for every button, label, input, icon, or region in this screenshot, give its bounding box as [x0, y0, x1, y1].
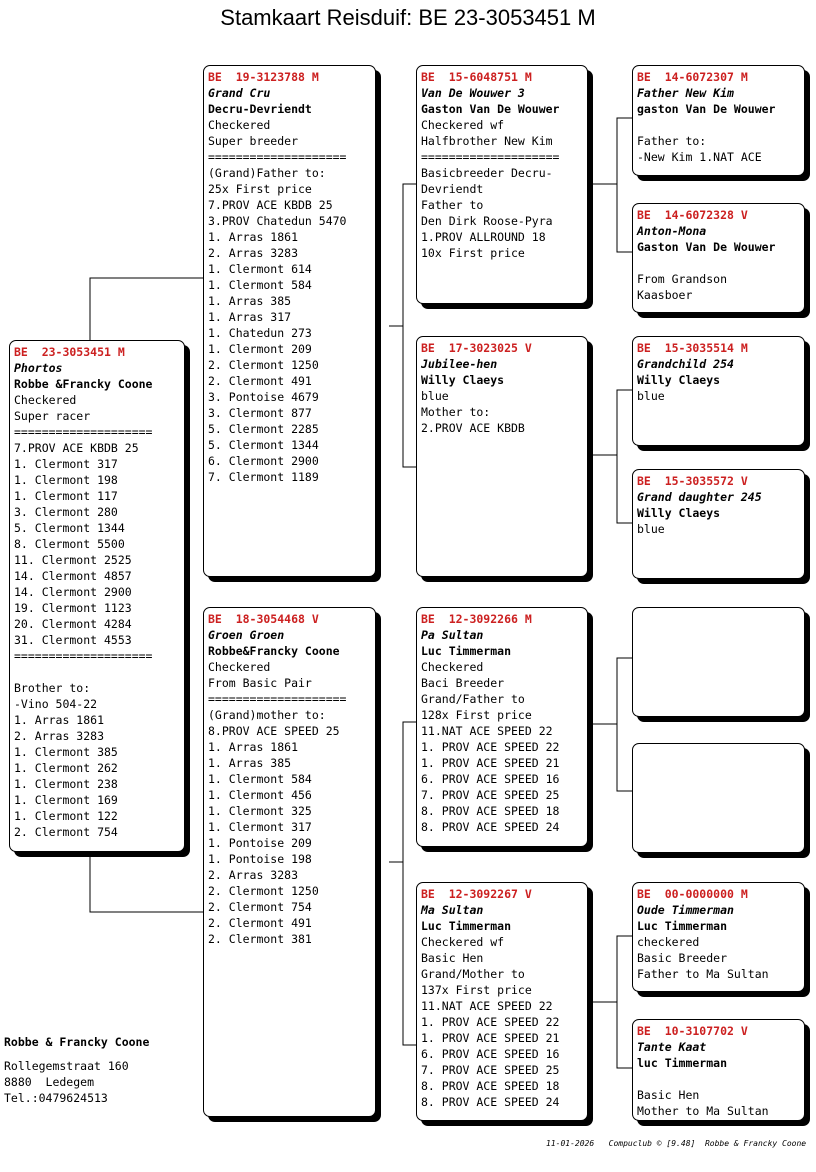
info-line: -New Kim 1.NAT ACE — [637, 150, 762, 164]
info-line: 2. Clermont 754 — [208, 900, 312, 914]
info-line: 14. Clermont 2900 — [14, 585, 132, 599]
ring-number: BE 17-3023025 V — [421, 341, 532, 355]
pigeon-name: Ma Sultan — [421, 903, 484, 917]
info-line: 1. PROV ACE SPEED 21 — [421, 756, 560, 770]
info-line: (Grand)mother to: — [208, 708, 326, 722]
info-line: Mother to: — [421, 405, 491, 419]
info-line: Father to: — [637, 134, 707, 148]
info-line: checkered — [637, 935, 700, 949]
info-line: Checkered — [421, 660, 484, 674]
owner-city: 8880 Ledegem — [4, 1075, 95, 1089]
info-line — [637, 1071, 800, 1087]
info-line: 2. Clermont 1250 — [208, 884, 319, 898]
info-line: From Basic Pair — [208, 676, 312, 690]
breeder-name: Gaston Van De Wouwer — [421, 102, 560, 116]
page-title: Stamkaart Reisduif: BE 23-3053451 M — [220, 5, 596, 30]
info-line: 1. Pontoise 209 — [208, 836, 312, 850]
breeder-name: Luc Timmerman — [421, 644, 512, 658]
info-line: 1. Clermont 238 — [14, 777, 118, 791]
info-line: 3. Clermont 877 — [208, 406, 312, 420]
pedigree-card-dss-empty — [632, 607, 805, 717]
info-line: 6. PROV ACE SPEED 16 — [421, 1047, 560, 1061]
info-line: 5. Clermont 1344 — [208, 438, 319, 452]
pigeon-name: Father New Kim — [637, 86, 734, 100]
info-line: -Vino 504-22 — [14, 697, 98, 711]
info-line: 1. Clermont 122 — [14, 809, 118, 823]
ring-number: BE 15-3035514 M — [637, 341, 748, 355]
info-line: 1. Clermont 317 — [208, 820, 312, 834]
info-line: Grand/Mother to — [421, 967, 525, 981]
ring-number: BE 12-3092266 M — [421, 612, 532, 626]
breeder-name: Willy Claeys — [637, 506, 721, 520]
pigeon-name: Van De Wouwer 3 — [421, 86, 525, 100]
pedigree-card-sdd — [632, 469, 805, 579]
breeder-name: gaston Van De Wouwer — [637, 102, 776, 116]
info-line: ==================== — [14, 649, 153, 663]
info-line: Father to — [421, 198, 484, 212]
info-line: 2. Arras 3283 — [208, 246, 299, 260]
pigeon-name: Grandchild 254 — [637, 357, 734, 371]
info-line: Super racer — [14, 409, 91, 423]
info-line: 1. Clermont 169 — [14, 793, 118, 807]
info-line: blue — [421, 389, 449, 403]
info-line: 3.PROV Chatedun 5470 — [208, 214, 347, 228]
ring-number: BE 23-3053451 M — [14, 345, 125, 359]
info-line: 1. Clermont 117 — [14, 489, 118, 503]
pigeon-name: Groen Groen — [208, 628, 285, 642]
info-line: 7. Clermont 1189 — [208, 470, 319, 484]
pedigree-card-dsd-empty — [632, 743, 805, 853]
info-line: Basic Breeder — [637, 951, 728, 965]
info-line: 1. PROV ACE SPEED 21 — [421, 1031, 560, 1045]
info-line: 8. PROV ACE SPEED 18 — [421, 1079, 560, 1093]
pedigree-card-ssd — [632, 203, 805, 313]
info-line: 5. Clermont 2285 — [208, 422, 319, 436]
info-line: 1. Chatedun 273 — [208, 326, 312, 340]
breeder-name: Willy Claeys — [637, 373, 721, 387]
info-line: 1. Clermont 584 — [208, 278, 312, 292]
pigeon-name: Grand Cru — [208, 86, 271, 100]
info-line: 1. Clermont 584 — [208, 772, 312, 786]
ring-number: BE 18-3054468 V — [208, 612, 319, 626]
footer-program: Compuclub © [9.48] — [608, 1139, 696, 1148]
info-line: Checkered wf — [421, 935, 505, 949]
info-line: 3. Pontoise 4679 — [208, 390, 319, 404]
owner-address-block — [4, 1034, 149, 1106]
pigeon-name: Pa Sultan — [421, 628, 484, 642]
info-line: 2. Clermont 754 — [14, 825, 118, 839]
info-line: Basic Hen — [421, 951, 484, 965]
info-line: 5. Clermont 1344 — [14, 521, 125, 535]
info-line: 14. Clermont 4857 — [14, 569, 132, 583]
info-line: 1. Arras 385 — [208, 294, 292, 308]
info-line: 1.PROV ALLROUND 18 — [421, 230, 546, 244]
info-line — [14, 664, 180, 680]
pigeon-name: Anton-Mona — [637, 224, 707, 238]
pedigree-card-dam — [203, 607, 376, 1117]
info-line: 1. Pontoise 198 — [208, 852, 312, 866]
info-line: 11. Clermont 2525 — [14, 553, 132, 567]
info-line: Grand/Father to — [421, 692, 525, 706]
info-line: 1. Clermont 456 — [208, 788, 312, 802]
pedigree-card-dam-sire — [416, 607, 588, 847]
info-line: Den Dirk Roose-Pyra — [421, 214, 553, 228]
pigeon-name: Oude Timmerman — [637, 903, 734, 917]
info-line: (Grand)Father to: — [208, 166, 326, 180]
info-line: Halfbrother New Kim — [421, 134, 553, 148]
breeder-name: luc Timmerman — [637, 1056, 728, 1070]
info-line: 2. Clermont 1250 — [208, 358, 319, 372]
info-line: Checkered — [208, 118, 271, 132]
pedigree-card-sire-sire — [416, 65, 588, 304]
info-line: 7.PROV ACE KBDB 25 — [208, 198, 333, 212]
info-line: blue — [637, 389, 665, 403]
info-line: 1. Clermont 209 — [208, 342, 312, 356]
info-line: 25x First price — [208, 182, 312, 196]
info-line: 11.NAT ACE SPEED 22 — [421, 724, 553, 738]
info-line: 7. PROV ACE SPEED 25 — [421, 788, 560, 802]
footer-owner: Robbe & Francky Coone — [704, 1139, 807, 1148]
info-line: 1. Clermont 385 — [14, 745, 118, 759]
pedigree-card-sds — [632, 336, 805, 446]
info-line: 2. Clermont 491 — [208, 916, 312, 930]
info-line: Super breeder — [208, 134, 299, 148]
info-line: 11.NAT ACE SPEED 22 — [421, 999, 553, 1013]
info-line: 2. Arras 3283 — [208, 868, 299, 882]
pedigree-card-sss — [632, 65, 805, 176]
pigeon-name: Jubilee-hen — [421, 357, 498, 371]
info-line: 2. Arras 3283 — [14, 729, 105, 743]
info-line: 1. Arras 1861 — [14, 713, 105, 727]
info-line: 128x First price — [421, 708, 532, 722]
info-line: 1. Clermont 614 — [208, 262, 312, 276]
info-line: 7.PROV ACE KBDB 25 — [14, 441, 139, 455]
info-line: 1. Clermont 262 — [14, 761, 118, 775]
info-line: 1. Clermont 198 — [14, 473, 118, 487]
info-line: Basicbreeder Decru- — [421, 166, 553, 180]
owner-name: Robbe & Francky Coone — [4, 1035, 150, 1049]
pigeon-name: Tante Kaat — [637, 1040, 707, 1054]
info-line: Basic Hen — [637, 1088, 700, 1102]
info-line: ==================== — [208, 150, 347, 164]
info-line: 20. Clermont 4284 — [14, 617, 132, 631]
info-line: 1. Clermont 325 — [208, 804, 312, 818]
info-line — [637, 255, 800, 271]
info-line: 6. Clermont 2900 — [208, 454, 319, 468]
info-line: Devriendt — [421, 182, 484, 196]
info-line: 31. Clermont 4553 — [14, 633, 132, 647]
info-line: blue — [637, 522, 665, 536]
info-line: 137x First price — [421, 983, 532, 997]
footer — [546, 1139, 806, 1148]
pedigree-card-dam-dam — [416, 882, 588, 1121]
info-line: 1. Arras 1861 — [208, 230, 299, 244]
pedigree-card-sire-dam — [416, 336, 588, 577]
ring-number: BE 19-3123788 M — [208, 70, 319, 84]
info-line: 2.PROV ACE KBDB — [421, 421, 525, 435]
info-line: 1. Clermont 317 — [14, 457, 118, 471]
info-line: 10x First price — [421, 246, 525, 260]
ring-number: BE 00-0000000 M — [637, 887, 748, 901]
pedigree-card-subject — [9, 340, 185, 852]
info-line: 19. Clermont 1123 — [14, 601, 132, 615]
info-line: From Grandson — [637, 272, 728, 286]
info-line: 6. PROV ACE SPEED 16 — [421, 772, 560, 786]
breeder-name: Gaston Van De Wouwer — [637, 240, 776, 254]
info-line: 8.PROV ACE SPEED 25 — [208, 724, 340, 738]
info-line: 8. PROV ACE SPEED 18 — [421, 804, 560, 818]
info-line: Brother to: — [14, 681, 91, 695]
ring-number: BE 14-6072307 M — [637, 70, 748, 84]
pedigree-card-ddd — [632, 1019, 805, 1121]
info-line: 8. PROV ACE SPEED 24 — [421, 820, 560, 834]
info-line: ==================== — [208, 692, 347, 706]
info-line: 1. Arras 385 — [208, 756, 292, 770]
info-line: 1. PROV ACE SPEED 22 — [421, 740, 560, 754]
info-line: ==================== — [14, 425, 153, 439]
breeder-name: Luc Timmerman — [421, 919, 512, 933]
owner-street: Rollegemstraat 160 — [4, 1059, 129, 1073]
info-line: Baci Breeder — [421, 676, 505, 690]
ring-number: BE 14-6072328 V — [637, 208, 748, 222]
info-line: Mother to Ma Sultan — [637, 1104, 769, 1118]
breeder-name: Luc Timmerman — [637, 919, 728, 933]
info-line: 3. Clermont 280 — [14, 505, 118, 519]
pedigree-card-dds — [632, 882, 805, 992]
info-line: 1. Arras 317 — [208, 310, 292, 324]
info-line: Kaasboer — [637, 288, 693, 302]
breeder-name: Robbe &Francky Coone — [14, 377, 153, 391]
info-line: Checkered — [14, 393, 77, 407]
ring-number: BE 15-3035572 V — [637, 474, 748, 488]
info-line: 1. PROV ACE SPEED 22 — [421, 1015, 560, 1029]
breeder-name: Willy Claeys — [421, 373, 505, 387]
info-line: 2. Clermont 491 — [208, 374, 312, 388]
breeder-name: Robbe&Francky Coone — [208, 644, 340, 658]
info-line: Father to Ma Sultan — [637, 967, 769, 981]
ring-number: BE 10-3107702 V — [637, 1024, 748, 1038]
pedigree-card-sire — [203, 65, 376, 577]
breeder-name: Decru-Devriendt — [208, 102, 312, 116]
info-line: 2. Clermont 381 — [208, 932, 312, 946]
owner-phone: Tel.:0479624513 — [4, 1091, 108, 1105]
info-line: Checkered — [208, 660, 271, 674]
info-line: 7. PROV ACE SPEED 25 — [421, 1063, 560, 1077]
ring-number: BE 12-3092267 V — [421, 887, 532, 901]
footer-date: 11-01-2026 — [546, 1139, 595, 1148]
ring-number: BE 15-6048751 M — [421, 70, 532, 84]
info-line: ==================== — [421, 150, 560, 164]
pigeon-name: Grand daughter 245 — [637, 490, 762, 504]
info-line: Checkered wf — [421, 118, 505, 132]
pigeon-name: Phortos — [14, 361, 63, 375]
info-line — [637, 117, 800, 133]
info-line: 8. Clermont 5500 — [14, 537, 125, 551]
info-line: 1. Arras 1861 — [208, 740, 299, 754]
info-line: 8. PROV ACE SPEED 24 — [421, 1095, 560, 1109]
